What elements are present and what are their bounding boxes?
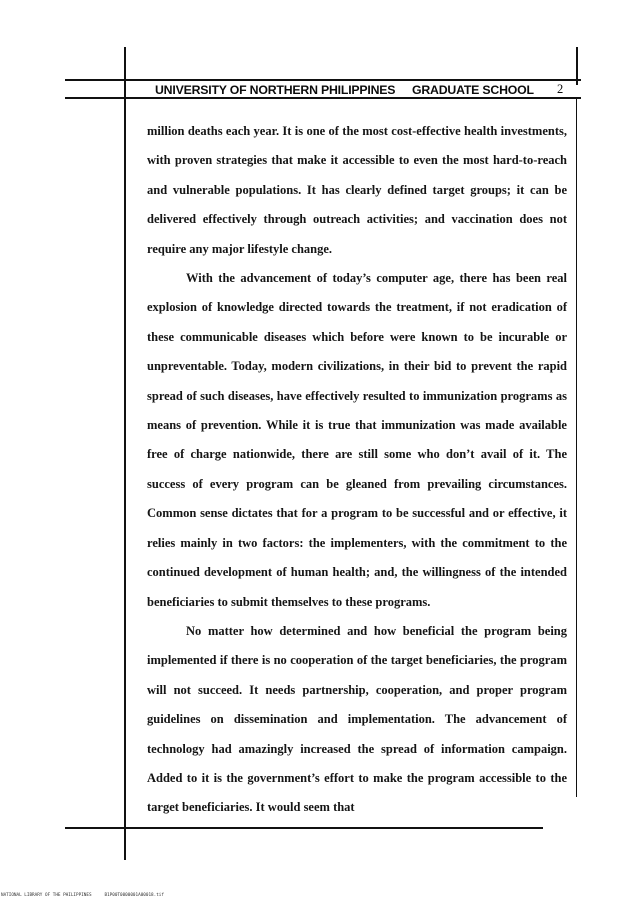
page-number: 2 [557, 82, 564, 96]
paragraph-1: million deaths each year. It is one of the most cost-effective health investments, with proven strategies that make it accessible to even the most hard-to-reach and vulnerable populations. It has clearly defined target groups; it can be delivered effectively through outreach activities; and vaccination does not require any major lifestyle change. [147, 124, 567, 256]
paragraph-3: No matter how determined and how beneficial the program being implemented if there is no cooperation of the target beneficiaries, the program will not succeed. It needs partnership, cooperation, and proper program guidelines on dissemination and implementation. The advancement of technology had amazingly increased the spread of information campaign. Added to it is the government’s effort to make the program accessible to the target beneficiaries. It would seem that [147, 623, 567, 815]
body-text [147, 117, 567, 823]
running-header [155, 83, 575, 103]
university-name: UNIVERSITY OF NORTHERN PHILIPPINES [155, 83, 396, 97]
scan-identifier: NATIONAL LIBRARY OF THE PHILIPPINES B1P00T0000001A00018.tif [1, 893, 164, 898]
left-margin-rule [124, 47, 126, 860]
footer-rule [65, 827, 543, 829]
paragraph-2: With the advancement of today’s computer age, there has been real explosion of knowledge directed towards the treatment, if not eradication of these communicable diseases which before were known to be incurable or unpreventable. Today, modern civilizations, in their bid to prevent the rapid spread of such diseases, have effectively resulted to immunization programs as means of prevention. While it is true that immunization was made available free of charge nationwide, there are still some who don’t avail of it. The success of every program can be gleaned from prevailing circumstances. Common sense dictates that for a program to be successful and or effective, it relies mainly in two factors: the implementers, with the commitment to the continued development of human health; and, the willingness of the intended beneficiaries to submit themselves to these programs. [147, 271, 567, 609]
school-name: GRADUATE SCHOOL [412, 83, 534, 97]
header-top-rule [65, 79, 581, 81]
right-margin-rule-lower [576, 98, 577, 797]
